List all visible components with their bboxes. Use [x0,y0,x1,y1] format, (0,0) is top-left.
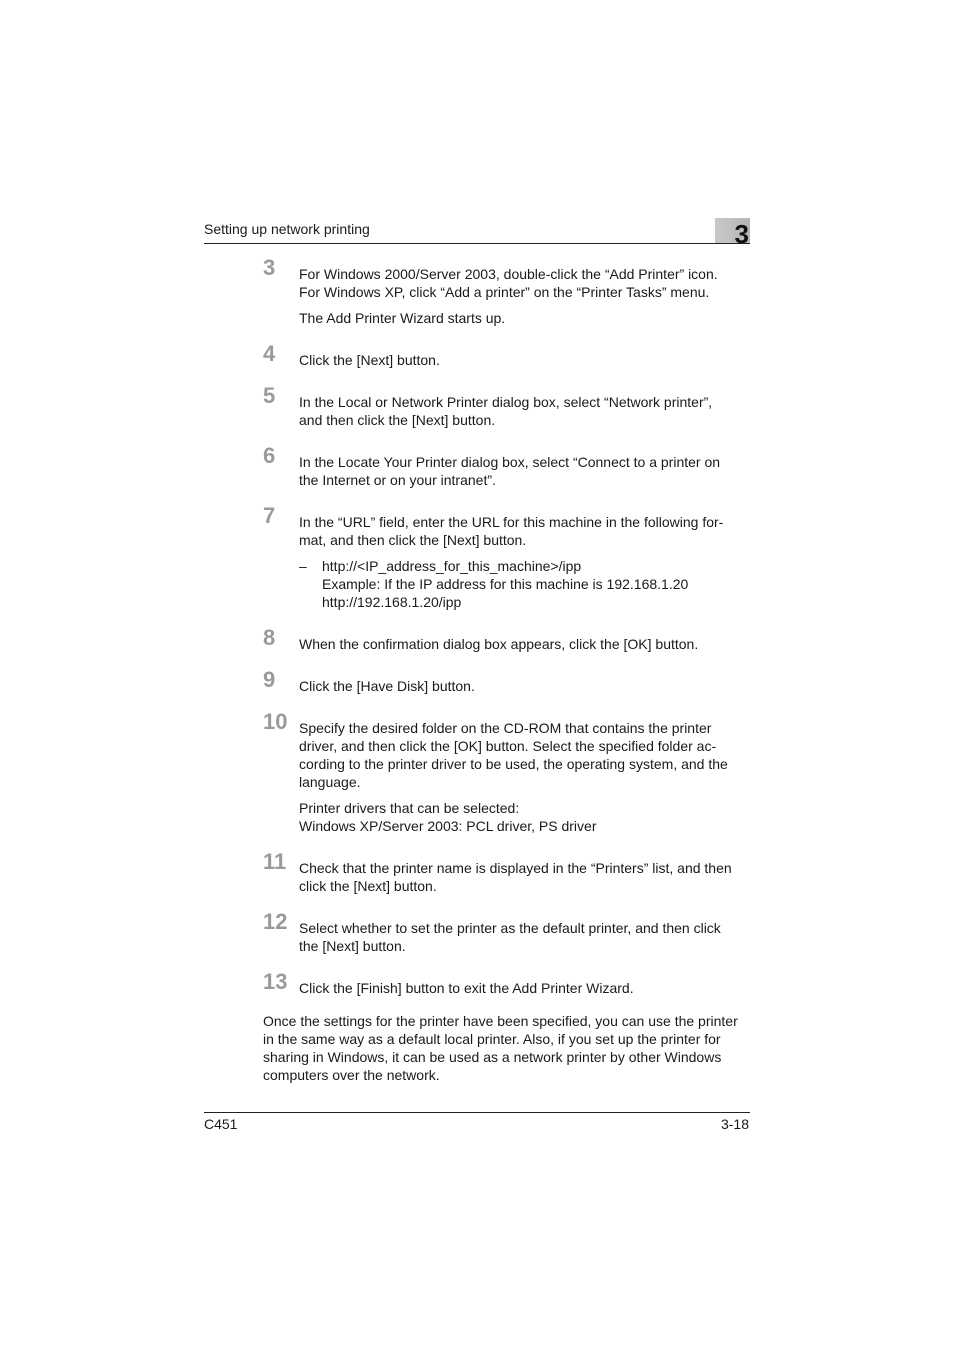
step-line: Check that the printer name is displayed in the “Printers” list, and then [299,860,732,876]
chapter-tab [715,218,750,249]
step-note: The Add Printer Wizard starts up. [299,310,506,326]
step-note [299,799,753,835]
step-text [299,852,753,895]
step-text [299,344,753,369]
step-5 [263,383,753,429]
step-line: Click the [Finish] button to exit the Add Printer Wizard. [299,980,634,996]
step-number: 11 [263,849,287,874]
step-3 [263,255,753,327]
step-text [299,912,753,955]
step-line: language. [299,774,361,790]
paragraph-line: sharing in Windows, it can be used as a network printer by other Windows [263,1049,722,1065]
page-header [204,218,750,249]
model-name: C451 [204,1116,238,1132]
bullet-line: http://<IP_address_for_this_machine>/ipp [322,558,582,574]
step-text [299,258,753,301]
step-text [299,386,753,429]
step-text [299,712,753,791]
step-number: 9 [263,667,276,692]
paragraph-line: computers over the network. [263,1067,440,1083]
step-line: Click the [Have Disk] button. [299,678,475,694]
step-number: 8 [263,625,276,650]
note-line: Printer drivers that can be selected: [299,800,520,816]
step-number: 3 [263,255,276,280]
step-line: click the [Next] button. [299,878,437,894]
step-line: When the confirmation dialog box appears, click the [OK] button. [299,636,699,652]
step-number: 7 [263,503,276,528]
step-line: and then click the [Next] button. [299,412,496,428]
step-text [299,972,753,997]
step-line: Click the [Next] button. [299,352,440,368]
chapter-number: 3 [734,219,749,249]
step-line: In the “URL” field, enter the URL for this machine in the following for- [299,514,724,530]
step-line: the Internet or on your intranet”. [299,472,496,488]
step-line: driver, and then click the [OK] button. Select the specified folder ac- [299,738,717,754]
step-text [299,628,753,653]
step-number: 13 [263,969,288,994]
closing-paragraph [263,1012,750,1084]
step-11 [263,849,753,895]
step-line: For Windows XP, click “Add a printer” on the “Printer Tasks” menu. [299,284,710,300]
step-text [299,446,753,489]
step-number: 4 [263,341,276,366]
step-line: cording to the printer driver to be used, the operating system, and the [299,756,728,772]
step-line: the [Next] button. [299,938,406,954]
step-text [299,670,753,695]
paragraph-line: Once the settings for the printer have been specified, you can use the printer [263,1013,738,1029]
step-7 [263,503,753,611]
step-8 [263,625,753,653]
step-12 [263,909,753,955]
step-text [299,506,753,549]
url-format-bullet [299,557,753,611]
note-line: Windows XP/Server 2003: PCL driver, PS driver [299,818,597,834]
step-4 [263,341,753,369]
bullet-line: http://192.168.1.20/ipp [322,594,462,610]
paragraph-line: in the same way as a default local printer. Also, if you set up the printer for [263,1031,721,1047]
step-line: In the Locate Your Printer dialog box, select “Connect to a printer on [299,454,721,470]
step-number: 10 [263,709,288,734]
page-number: 3-18 [720,1116,749,1132]
step-number: 12 [263,909,288,934]
step-line: In the Local or Network Printer dialog box, select “Network printer”, [299,394,713,410]
section-title: Setting up network printing [204,221,370,237]
step-9 [263,667,753,695]
step-13 [263,969,753,997]
step-10 [263,709,753,835]
page-footer [204,1112,750,1137]
step-line: For Windows 2000/Server 2003, double-click the “Add Printer” icon. [299,266,718,282]
instructions [263,255,753,1084]
step-number: 6 [263,443,276,468]
step-line: mat, and then click the [Next] button. [299,532,527,548]
bullet-dash: – [299,558,307,574]
step-line: Specify the desired folder on the CD-ROM that contains the printer [299,720,712,736]
step-6 [263,443,753,489]
step-line: Select whether to set the printer as the default printer, and then click [299,920,721,936]
step-number: 5 [263,383,276,408]
bullet-line: Example: If the IP address for this machine is 192.168.1.20 [322,576,689,592]
